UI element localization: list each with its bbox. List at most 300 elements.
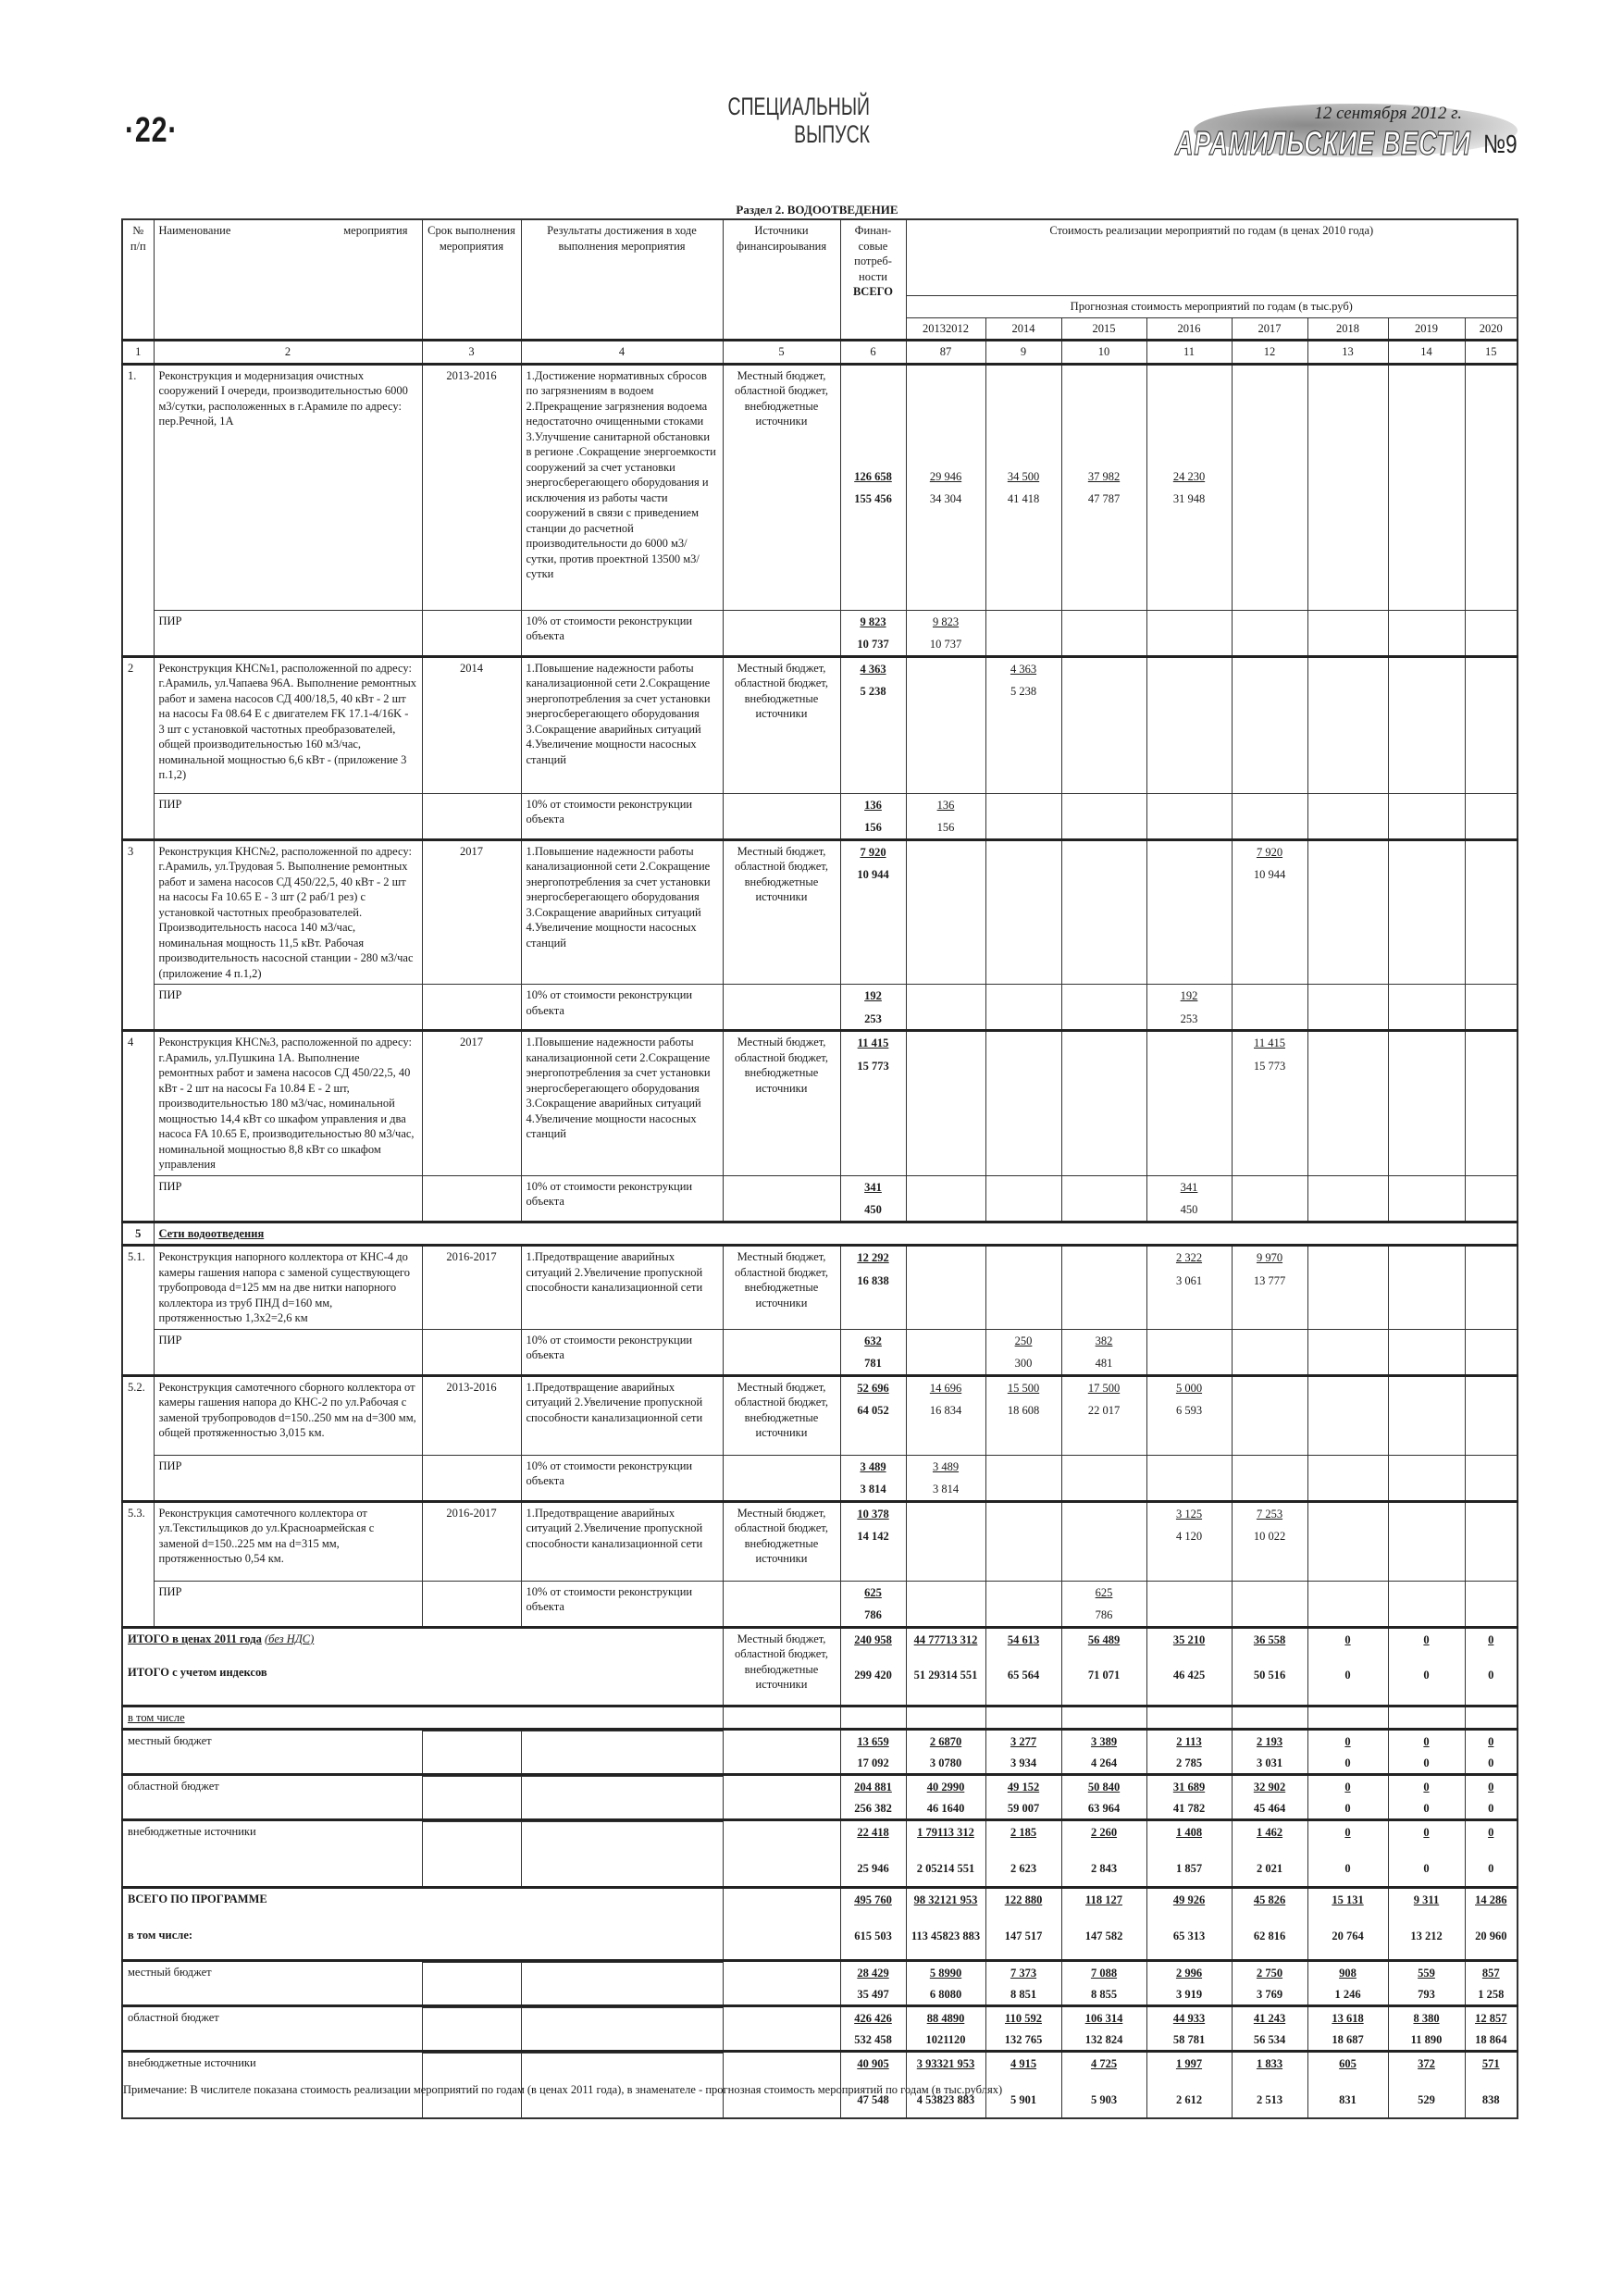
- value-denominator: 5 903: [1090, 2092, 1118, 2106]
- value-denominator: 0: [1344, 1756, 1351, 1769]
- pir-result: 10% от стоимости реконструкции объекта: [521, 1581, 723, 1627]
- value-denominator: 5 901: [1010, 2092, 1037, 2106]
- value-numerator: 31 689: [1172, 1781, 1206, 1793]
- header-year: 2014: [985, 317, 1061, 341]
- empty-cell: [1146, 1706, 1232, 1730]
- value-denominator: 2 513: [1256, 2092, 1283, 2106]
- total-value-cell: [840, 610, 906, 656]
- pir-term: [422, 1329, 521, 1375]
- value-numerator: 12 857: [1475, 2012, 1507, 2025]
- total-value-cell: [1388, 1627, 1465, 1706]
- value-denominator: 13 777: [1253, 1273, 1286, 1287]
- item-name: Реконструкция КНС№1, расположенной по адресу: г.Арамиль, ул.Чапаева 96А. Выполнение ремонтных работ и замена насосов СД 400/18,5, 40 кВт - 2 шт на насосы Fa 08.64 E с двигателем FK 17.1-4/16K - 3 шт с установкой частотных преобразователей, общей производительностью 160 м3/час, номинальной мощностью 6,6 кВт - (приложение 3 п.1,2): [154, 656, 422, 793]
- value-denominator: 4 53823 883: [916, 2092, 975, 2106]
- total-value-cell: [840, 1581, 906, 1627]
- value-numerator: 1 79113 312: [917, 1826, 974, 1839]
- table-row-item: [122, 1246, 1518, 1330]
- total-value-cell: [906, 1820, 985, 1888]
- value-denominator: 4 120: [1175, 1530, 1203, 1543]
- value-numerator: 15 131: [1332, 1893, 1364, 1906]
- value-numerator: 12 292: [857, 1251, 889, 1264]
- empty-sources-cell: [723, 1961, 840, 2006]
- total-value-cell: [840, 985, 906, 1031]
- header-finance-a: Финан-совые потреб-ности: [854, 224, 892, 283]
- item-number: 5.1.: [122, 1246, 154, 1376]
- value-denominator: 6 593: [1175, 1404, 1203, 1417]
- total-value-cell: [1061, 1627, 1146, 1706]
- value-numerator: 1 408: [1175, 1826, 1203, 1839]
- value-denominator: 2 612: [1175, 2092, 1203, 2106]
- year-value-cell: [985, 1329, 1061, 1375]
- year-value-cell: [1061, 985, 1146, 1031]
- header-finance-b: ВСЕГО: [852, 285, 894, 298]
- year-value-cell: [906, 1501, 985, 1581]
- value-numerator: 10 378: [857, 1507, 889, 1520]
- empty-cell: [985, 1706, 1061, 1730]
- year-value-cell: [1465, 364, 1518, 610]
- value-numerator: 605: [1339, 2057, 1357, 2070]
- value-numerator: 7 920: [860, 845, 886, 859]
- year-value-cell: [1465, 656, 1518, 793]
- empty-cell: [1465, 1706, 1518, 1730]
- value-numerator: 5 000: [1175, 1381, 1203, 1395]
- year-value-cell: [1232, 1455, 1307, 1501]
- total-value-cell: [1465, 1627, 1518, 1706]
- column-number: 5: [723, 341, 840, 365]
- total-value-cell: [985, 2006, 1061, 2052]
- budget-label: местный бюджет: [122, 1961, 422, 2006]
- year-value-cell: [1307, 1375, 1388, 1455]
- year-value-cell: [1465, 1031, 1518, 1176]
- pir-term: [422, 793, 521, 839]
- table-row-item: [122, 1031, 1518, 1176]
- value-denominator: 450: [864, 1203, 882, 1216]
- year-value-cell: [1232, 1246, 1307, 1330]
- value-numerator: 372: [1418, 2057, 1435, 2070]
- value-numerator: 341: [1180, 1180, 1198, 1194]
- value-numerator: 56 489: [1087, 1632, 1121, 1646]
- value-numerator: 14 696: [929, 1381, 962, 1395]
- year-value-cell: [906, 1246, 985, 1330]
- special-issue-label: [710, 93, 870, 148]
- year-value-cell: [1232, 656, 1307, 793]
- value-denominator: 50 516: [1253, 1669, 1286, 1682]
- value-denominator: 838: [1481, 2092, 1500, 2106]
- value-numerator: 426 426: [854, 2012, 892, 2025]
- year-value-cell: [1232, 364, 1307, 610]
- value-denominator: 25 946: [857, 1861, 889, 1875]
- header-name-b: мероприятия: [343, 224, 408, 237]
- total-value-cell: [840, 1455, 906, 1501]
- year-value-cell: [906, 1455, 985, 1501]
- value-denominator: 2 785: [1175, 1756, 1203, 1769]
- total-value-cell: [906, 1775, 985, 1820]
- budget-label: областной бюджет: [122, 2006, 422, 2052]
- value-numerator: 28 429: [857, 1967, 889, 1980]
- value-numerator: 0: [1423, 1826, 1430, 1839]
- value-denominator: 532 458: [854, 2032, 892, 2046]
- header-year: 2017: [1232, 317, 1307, 341]
- value-numerator: 3 489: [860, 1459, 886, 1473]
- value-denominator: 4 264: [1090, 1756, 1118, 1769]
- total-value-cell: [840, 1246, 906, 1330]
- pir-term: [422, 1581, 521, 1627]
- year-value-cell: [1388, 364, 1465, 610]
- value-denominator: 253: [864, 1011, 882, 1025]
- total-value-cell: [840, 839, 906, 985]
- value-numerator: 3 277: [1010, 1735, 1037, 1748]
- value-numerator: 495 760: [854, 1893, 892, 1906]
- pir-label: ПИР: [154, 1455, 422, 1501]
- empty-sources-cell: [723, 2006, 840, 2052]
- total-value-cell: [1465, 1961, 1518, 2006]
- table-row-item: [122, 839, 1518, 985]
- total-value-cell: [1061, 1730, 1146, 1775]
- value-numerator: 240 958: [854, 1632, 892, 1646]
- year-value-cell: [1388, 793, 1465, 839]
- value-numerator: 2 6870: [929, 1735, 962, 1748]
- value-numerator: 4 725: [1090, 2057, 1118, 2070]
- column-number: 14: [1388, 341, 1465, 365]
- total-value-cell: [985, 1961, 1061, 2006]
- year-value-cell: [985, 1501, 1061, 1581]
- value-numerator: 3 389: [1090, 1735, 1118, 1748]
- empty-cell: [723, 1706, 840, 1730]
- value-denominator: 71 071: [1087, 1669, 1121, 1682]
- value-denominator: 18 687: [1332, 2032, 1364, 2046]
- pir-label: ПИР: [154, 985, 422, 1031]
- year-value-cell: [1232, 1329, 1307, 1375]
- header-name: [154, 219, 422, 341]
- total-value-cell: [1307, 1961, 1388, 2006]
- item-results: 1.Повышение надежности работы канализационной сети 2.Сокращение энергопотребления за счет установки энергосберегающего оборудования 3.Сокращение аварийных ситуаций 4.Увеличение мощности насосных станций: [521, 656, 723, 793]
- total-value-cell: [840, 1820, 906, 1888]
- total-value-cell: [1146, 1961, 1232, 2006]
- wastewater-program-table: [121, 218, 1518, 2119]
- value-numerator: 7 253: [1256, 1507, 1283, 1520]
- header-finance: [840, 219, 906, 341]
- empty-split-cell: [521, 1961, 723, 2006]
- value-denominator: 0: [1344, 1861, 1351, 1875]
- year-value-cell: [1232, 793, 1307, 839]
- year-value-cell: [1388, 656, 1465, 793]
- value-denominator: 47 548: [857, 2092, 889, 2106]
- total-value-cell: [840, 1375, 906, 1455]
- itogo-index-label: ИТОГО с учетом индексов: [128, 1666, 267, 1679]
- value-denominator: 0: [1423, 1861, 1430, 1875]
- value-denominator: 1021120: [925, 2032, 966, 2046]
- newspaper-title: АРАМИЛЬСКИЕ ВЕСТИ: [1175, 124, 1471, 162]
- total-value-cell: [840, 1501, 906, 1581]
- table-row-pir: [122, 1329, 1518, 1375]
- value-denominator: 10 737: [857, 638, 889, 651]
- year-value-cell: [1146, 656, 1232, 793]
- empty-cell: [840, 1706, 906, 1730]
- value-numerator: 625: [864, 1585, 882, 1599]
- value-denominator: 3 031: [1256, 1756, 1283, 1769]
- total-value-cell: [1232, 1627, 1307, 1706]
- value-numerator: 0: [1344, 1632, 1351, 1646]
- total-value-cell: [1465, 2006, 1518, 2052]
- item-number: 3: [122, 839, 154, 1031]
- year-value-cell: [1307, 1329, 1388, 1375]
- total-value-cell: [1465, 1888, 1518, 1961]
- year-value-cell: [906, 1375, 985, 1455]
- header-row: [122, 219, 1518, 296]
- value-numerator: 14 286: [1475, 1893, 1507, 1906]
- value-denominator: 2 021: [1256, 1861, 1283, 1875]
- pir-label: ПИР: [154, 793, 422, 839]
- value-denominator: 41 418: [1007, 492, 1040, 505]
- value-denominator: 15 773: [1253, 1059, 1286, 1073]
- value-denominator: 786: [1095, 1608, 1113, 1621]
- total-value-cell: [1307, 1627, 1388, 1706]
- pir-sources: [723, 793, 840, 839]
- value-numerator: 49 926: [1172, 1893, 1206, 1906]
- year-value-cell: [1388, 1246, 1465, 1330]
- value-denominator: 253: [1180, 1011, 1198, 1025]
- value-numerator: 7 920: [1256, 845, 1283, 859]
- year-value-cell: [1465, 1246, 1518, 1330]
- total-value-cell: [1232, 1775, 1307, 1820]
- value-numerator: 0: [1488, 1735, 1494, 1748]
- value-denominator: 10 944: [857, 868, 889, 881]
- year-value-cell: [1146, 985, 1232, 1031]
- value-numerator: 110 592: [1005, 2012, 1042, 2025]
- item-sources: Местный бюджет, областной бюджет, внебюджетные источники: [723, 364, 840, 610]
- value-numerator: 0: [1423, 1632, 1430, 1646]
- year-value-cell: [906, 610, 985, 656]
- value-numerator: 35 210: [1172, 1632, 1206, 1646]
- value-denominator: 0: [1488, 1861, 1494, 1875]
- value-denominator: 41 782: [1172, 1801, 1206, 1815]
- empty-split-cell: [422, 1961, 521, 2006]
- incl-row: [122, 1706, 1518, 1730]
- value-numerator: 36 558: [1253, 1632, 1286, 1646]
- year-value-cell: [985, 610, 1061, 656]
- total-value-cell: [1146, 1730, 1232, 1775]
- empty-cell: [1061, 1706, 1146, 1730]
- item-number: 1.: [122, 364, 154, 656]
- value-denominator: 3 814: [932, 1483, 960, 1496]
- value-numerator: 7 088: [1090, 1967, 1118, 1980]
- itogo-2011-note: (без НДС): [264, 1632, 315, 1645]
- year-value-cell: [1307, 656, 1388, 793]
- empty-cell: [1232, 1706, 1307, 1730]
- value-numerator: 11 415: [1254, 1036, 1285, 1049]
- value-denominator: 22 017: [1087, 1404, 1121, 1417]
- total-value-cell: [906, 1627, 985, 1706]
- total-value-cell: [1307, 2006, 1388, 2052]
- column-number: 2: [154, 341, 422, 365]
- value-numerator: 1 833: [1256, 2057, 1283, 2070]
- item-name: Реконструкция и модернизация очистных сооружений I очереди, производительностью 6000 м3/сутки, расположенных в г.Арамиле по адресу: пер.Речной, 1А: [154, 364, 422, 610]
- value-numerator: 192: [864, 989, 882, 1002]
- total-value-cell: [840, 656, 906, 793]
- year-value-cell: [906, 656, 985, 793]
- total-value-cell: [1388, 1730, 1465, 1775]
- year-value-cell: [1307, 1246, 1388, 1330]
- year-value-cell: [1465, 1455, 1518, 1501]
- year-value-cell: [906, 793, 985, 839]
- total-value-cell: [840, 1031, 906, 1176]
- year-value-cell: [1307, 1031, 1388, 1176]
- total-value-cell: [906, 1888, 985, 1961]
- year-value-cell: [1307, 1455, 1388, 1501]
- total-value-cell: [985, 1730, 1061, 1775]
- itogo-sources: Местный бюджет, областной бюджет, внебюджетные источники: [723, 1627, 840, 1706]
- value-denominator: 51 29314 551: [913, 1669, 978, 1682]
- year-value-cell: [1061, 793, 1146, 839]
- empty-split-cell: [521, 1775, 723, 1820]
- value-numerator: 4 915: [1010, 2057, 1037, 2070]
- column-number: 1: [122, 341, 154, 365]
- year-value-cell: [1146, 1031, 1232, 1176]
- year-value-cell: [1465, 1375, 1518, 1455]
- total-value-cell: [840, 364, 906, 610]
- year-value-cell: [1388, 1175, 1465, 1222]
- total-value-cell: [1146, 2052, 1232, 2119]
- total-value-cell: [985, 1888, 1061, 1961]
- year-value-cell: [1146, 1329, 1232, 1375]
- item-sources: Местный бюджет, областной бюджет, внебюджетные источники: [723, 1031, 840, 1176]
- section-number: 5: [122, 1222, 154, 1246]
- year-value-cell: [1307, 364, 1388, 610]
- item-term: 2013-2016: [422, 1375, 521, 1455]
- value-numerator: 0: [1488, 1781, 1494, 1793]
- pir-term: [422, 610, 521, 656]
- value-denominator: 2 623: [1010, 1861, 1037, 1875]
- year-value-cell: [906, 985, 985, 1031]
- year-value-cell: [1388, 1375, 1465, 1455]
- value-denominator: 45 464: [1253, 1801, 1286, 1815]
- total-value-cell: [1061, 1961, 1146, 2006]
- total-value-cell: [1146, 2006, 1232, 2052]
- year-value-cell: [1388, 610, 1465, 656]
- value-numerator: 3 93321 953: [916, 2057, 975, 2070]
- value-numerator: 0: [1344, 1735, 1351, 1748]
- header-year: 2018: [1307, 317, 1388, 341]
- item-results: 1.Предотвращение аварийных ситуаций 2.Увеличение пропускной способности канализационной сети: [521, 1501, 723, 1581]
- total-value-cell: [1061, 1820, 1146, 1888]
- value-denominator: 34 304: [929, 492, 962, 505]
- item-number: 5.2.: [122, 1375, 154, 1501]
- year-value-cell: [1465, 985, 1518, 1031]
- value-denominator: 1 246: [1334, 1987, 1361, 2001]
- value-denominator: 3 814: [860, 1483, 886, 1496]
- pir-label: ПИР: [154, 1329, 422, 1375]
- item-number: 4: [122, 1031, 154, 1222]
- pir-sources: [723, 1455, 840, 1501]
- value-denominator: 1 857: [1175, 1861, 1203, 1875]
- value-denominator: 1 258: [1478, 1987, 1505, 2001]
- value-denominator: 0: [1423, 1756, 1430, 1769]
- budget-breakdown-row: [122, 1820, 1518, 1888]
- value-denominator: 450: [1180, 1203, 1198, 1216]
- year-value-cell: [985, 1031, 1061, 1176]
- year-value-cell: [1307, 793, 1388, 839]
- itogo-row: [122, 1627, 1518, 1706]
- value-numerator: 2 185: [1010, 1826, 1037, 1839]
- table-row-pir: [122, 985, 1518, 1031]
- total-value-cell: [1465, 1820, 1518, 1888]
- value-denominator: 831: [1339, 2092, 1357, 2106]
- total-value-cell: [840, 793, 906, 839]
- value-denominator: 20 764: [1332, 1929, 1364, 1942]
- value-denominator: 8 851: [1010, 1987, 1037, 2001]
- year-value-cell: [1061, 1501, 1146, 1581]
- total-value-cell: [840, 1627, 906, 1706]
- budget-breakdown-row: [122, 1961, 1518, 2006]
- value-numerator: 37 982: [1087, 469, 1121, 483]
- total-value-cell: [840, 1175, 906, 1222]
- year-value-cell: [1465, 793, 1518, 839]
- header-year: 2016: [1146, 317, 1232, 341]
- year-value-cell: [985, 1175, 1061, 1222]
- year-value-cell: [1146, 1246, 1232, 1330]
- total-value-cell: [840, 1329, 906, 1375]
- value-denominator: 156: [864, 821, 882, 834]
- value-numerator: 13 618: [1332, 2012, 1364, 2025]
- special-issue-line1: СПЕЦИАЛЬНЫЙ: [727, 93, 870, 120]
- program-incl-label: в том числе:: [128, 1928, 193, 1942]
- total-value-cell: [1061, 1888, 1146, 1961]
- value-denominator: 10 737: [929, 638, 962, 651]
- year-value-cell: [1307, 1501, 1388, 1581]
- column-number: 13: [1307, 341, 1388, 365]
- value-denominator: 0: [1344, 1669, 1351, 1682]
- total-value-cell: [1465, 1730, 1518, 1775]
- value-numerator: 9 311: [1413, 1893, 1440, 1906]
- budget-label: местный бюджет: [122, 1730, 422, 1775]
- value-denominator: 793: [1418, 1987, 1435, 2001]
- year-value-cell: [1465, 839, 1518, 985]
- year-value-cell: [1146, 364, 1232, 610]
- pir-term: [422, 985, 521, 1031]
- pir-result: 10% от стоимости реконструкции объекта: [521, 793, 723, 839]
- year-value-cell: [1146, 839, 1232, 985]
- value-numerator: 126 658: [854, 469, 892, 483]
- pir-term: [422, 1175, 521, 1222]
- total-value-cell: [840, 1775, 906, 1820]
- value-denominator: 156: [936, 821, 955, 834]
- year-value-cell: [1061, 1175, 1146, 1222]
- value-numerator: 40 2990: [926, 1781, 965, 1793]
- value-denominator: 781: [864, 1357, 882, 1370]
- total-value-cell: [1232, 2052, 1307, 2119]
- header-year: 2019: [1388, 317, 1465, 341]
- year-value-cell: [985, 793, 1061, 839]
- column-number: 9: [985, 341, 1061, 365]
- empty-cell: [1307, 1706, 1388, 1730]
- header-results: Результаты достижения в ходе выполнения мероприятия: [521, 219, 723, 341]
- total-value-cell: [1232, 1820, 1307, 1888]
- value-denominator: 300: [1014, 1357, 1033, 1370]
- empty-cell: [906, 1706, 985, 1730]
- item-sources: Местный бюджет, областной бюджет, внебюджетные источники: [723, 839, 840, 985]
- year-value-cell: [1061, 839, 1146, 985]
- total-value-cell: [1232, 1730, 1307, 1775]
- value-numerator: 13 659: [857, 1735, 889, 1748]
- value-numerator: 32 902: [1253, 1781, 1286, 1793]
- pir-label: ПИР: [154, 1581, 422, 1627]
- value-numerator: 44 933: [1172, 2012, 1206, 2025]
- value-numerator: 0: [1344, 1781, 1351, 1793]
- year-value-cell: [1061, 364, 1146, 610]
- value-denominator: 155 456: [854, 492, 892, 505]
- section-networks-row: [122, 1222, 1518, 1246]
- year-value-cell: [1232, 839, 1307, 985]
